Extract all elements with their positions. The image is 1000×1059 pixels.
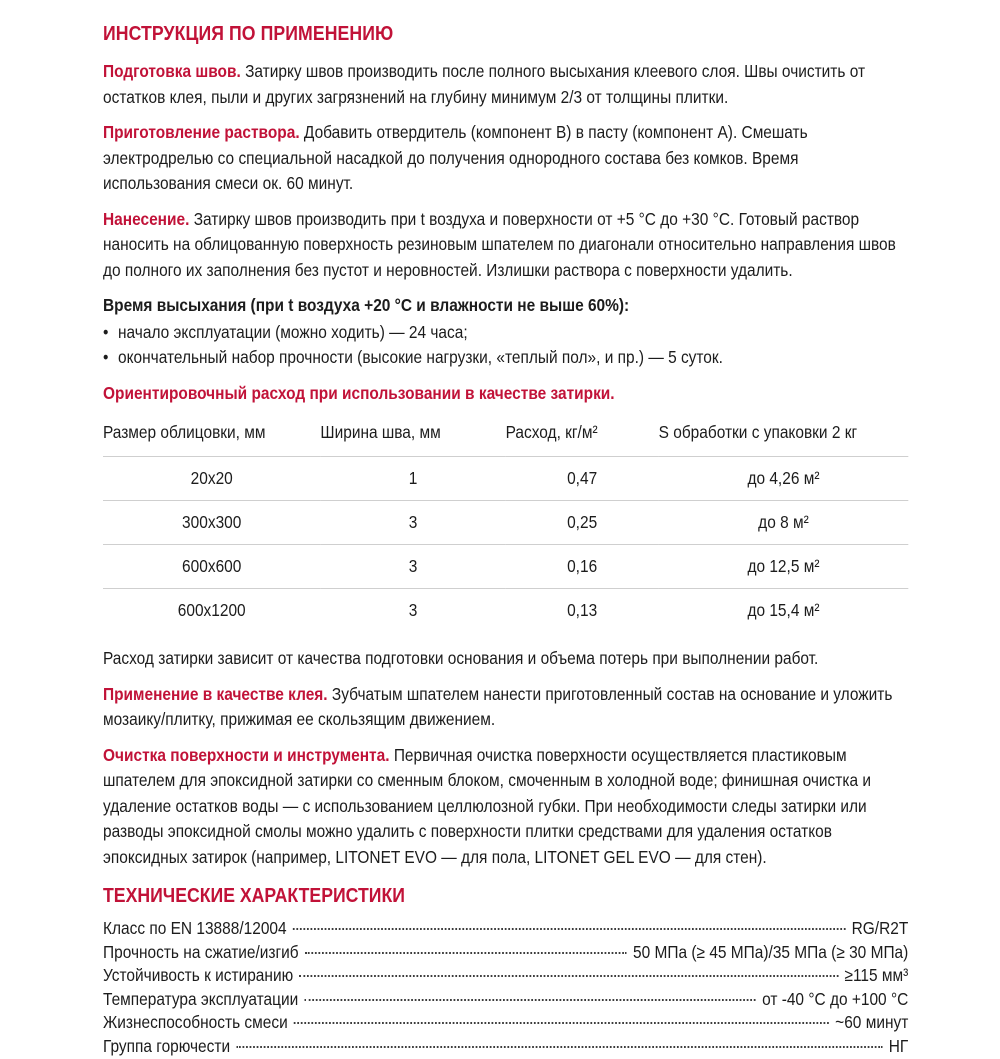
cell-joint-width: 3 [320,501,505,545]
cell-consumption: 0,47 [506,457,659,501]
spec-value: 50 МПа (≥ 45 МПа)/35 МПа (≥ 30 МПа) [633,941,909,962]
spec-value: RG/R2T [851,918,909,938]
paragraph-lead: Очистка поверхности и инструмента. [103,744,390,765]
paragraph-text: Зубчатым шпателем нанести приготовленный состав на основание и уложить мозаику/плитку, прижимая ее скользящим движением. [103,683,893,729]
table-row [103,545,908,589]
spec-row-flammability [103,1035,908,1059]
bullet-icon: • [103,321,109,342]
drying-time-list [103,320,908,371]
cell-tile-size: 300x300 [103,501,320,545]
spec-row-pot-life [103,1011,908,1035]
dotted-leader [294,1022,829,1024]
spec-label: Группа горючести [103,1035,231,1056]
paragraph-joint-preparation [103,59,908,110]
list-item-text: начало эксплуатации (можно ходить) — 24 часа; [118,321,468,342]
spec-value: ≥115 мм³ [844,965,909,986]
consumption-note: Расход затирки зависит от качества подготовки основания и объема потерь при выполнении работ. [103,648,819,668]
bullet-icon: • [103,347,109,367]
column-header-consumption: Расход, кг/м² [505,422,598,442]
spec-label: Температура эксплуатации [103,988,299,1009]
table-header-row [103,414,908,457]
cell-joint-width: 3 [320,589,505,633]
paragraph-application [103,207,908,284]
cell-consumption: 0,25 [506,501,659,545]
cell-joint-width: 1 [320,457,505,501]
spec-label: Жизнеспособность смеси [103,1012,288,1033]
table-row [103,457,908,501]
spec-value: НГ [888,1035,909,1056]
consumption-heading: Ориентировочный расход при использовании в качестве затирки. [103,382,615,403]
table-row [103,589,908,633]
spec-row-strength [103,941,908,965]
list-item [103,345,908,371]
cell-joint-width: 3 [320,545,505,589]
paragraph-text: Затирку швов производить при t воздуха и поверхности от +5 °C до +30 °C. Готовый раствор наносить на облицованную поверхность резиновым шпателем по диагонали относительно направления швов до полного их заполнения без пустот и неровностей. Излишки раствора с поверхности удалить. [103,208,896,280]
paragraph-lead: Подготовка швов. [103,61,241,81]
cell-tile-size: 20x20 [103,457,320,501]
paragraph-text: Первичная очистка поверхности осуществляется пластиковым шпателем для эпоксидной затирки со сменным блоком, смоченным в холодной воде; финишная очистка и удаление остатков воды — с использованием целлюлозной губки. При необходимости следы затирки или разводы эпоксидной смолы можно удалить с поверхности плитки средствами для удаления остатков эпоксидных затирок (например, LITONET EVO — для пола, LITONET GEL EVO — для стен). [103,744,871,867]
table-row [103,501,908,545]
section-title-specs: ТЕХНИЧЕСКИЕ ХАРАКТЕРИСТИКИ [103,885,405,907]
spec-label: Прочность на сжатие/изгиб [103,941,299,962]
cell-tile-size: 600x600 [103,545,320,589]
column-header-coverage: S обработки с упаковки 2 кг [658,422,858,442]
paragraph-lead: Применение в качестве клея. [103,683,328,704]
spec-row-class [103,917,908,941]
paragraph-use-as-adhesive [103,682,908,733]
content-column [103,22,908,1059]
cell-consumption: 0,16 [506,545,659,589]
drying-time-heading: Время высыхания (при t воздуха +20 °C и влажности не выше 60%): [103,295,630,315]
cell-coverage: до 15,4 м² [659,589,909,633]
paragraph-text: Добавить отвердитель (компонент B) в пасту (компонент A). Смешать электродрелью со специальной насадкой до получения однородного состава без комков. Время использования смеси ок. 60 минут. [103,122,808,193]
spec-value: ~60 минут [835,1012,909,1033]
cell-coverage: до 4,26 м² [659,457,909,501]
paragraph-lead: Нанесение. [103,208,190,229]
dotted-leader [293,928,846,930]
spec-label: Устойчивость к истиранию [103,965,294,986]
spec-label: Класс по EN 13888/12004 [103,918,287,938]
column-header-joint-width: Ширина шва, мм [320,422,441,442]
list-item [103,320,908,346]
cell-coverage: до 8 м² [659,501,909,545]
specs-list [103,917,908,1059]
section-title-instructions: ИНСТРУКЦИЯ ПО ПРИМЕНЕНИЮ [103,23,394,45]
dotted-leader [236,1046,882,1048]
paragraph-lead: Приготовление раствора. [103,122,300,142]
list-item-text: окончательный набор прочности (высокие нагрузки, «теплый пол», и пр.) — 5 суток. [118,347,723,367]
paragraph-text: Затирку швов производить после полного высыхания клеевого слоя. Швы очистить от остатков клея, пыли и других загрязнений на глубину минимум 2/3 от толщины плитки. [103,61,866,107]
spec-value: от -40 °C до +100 °C [762,988,909,1009]
column-header-tile-size: Размер облицовки, мм [103,422,266,442]
spec-row-abrasion [103,964,908,988]
dotted-leader [299,975,838,977]
cell-tile-size: 600x1200 [103,589,320,633]
cell-consumption: 0,13 [506,589,659,633]
dotted-leader [305,952,627,954]
paragraph-mixing [103,120,908,197]
consumption-table [103,414,908,632]
cell-coverage: до 12,5 м² [659,545,909,589]
paragraph-cleaning [103,743,908,871]
